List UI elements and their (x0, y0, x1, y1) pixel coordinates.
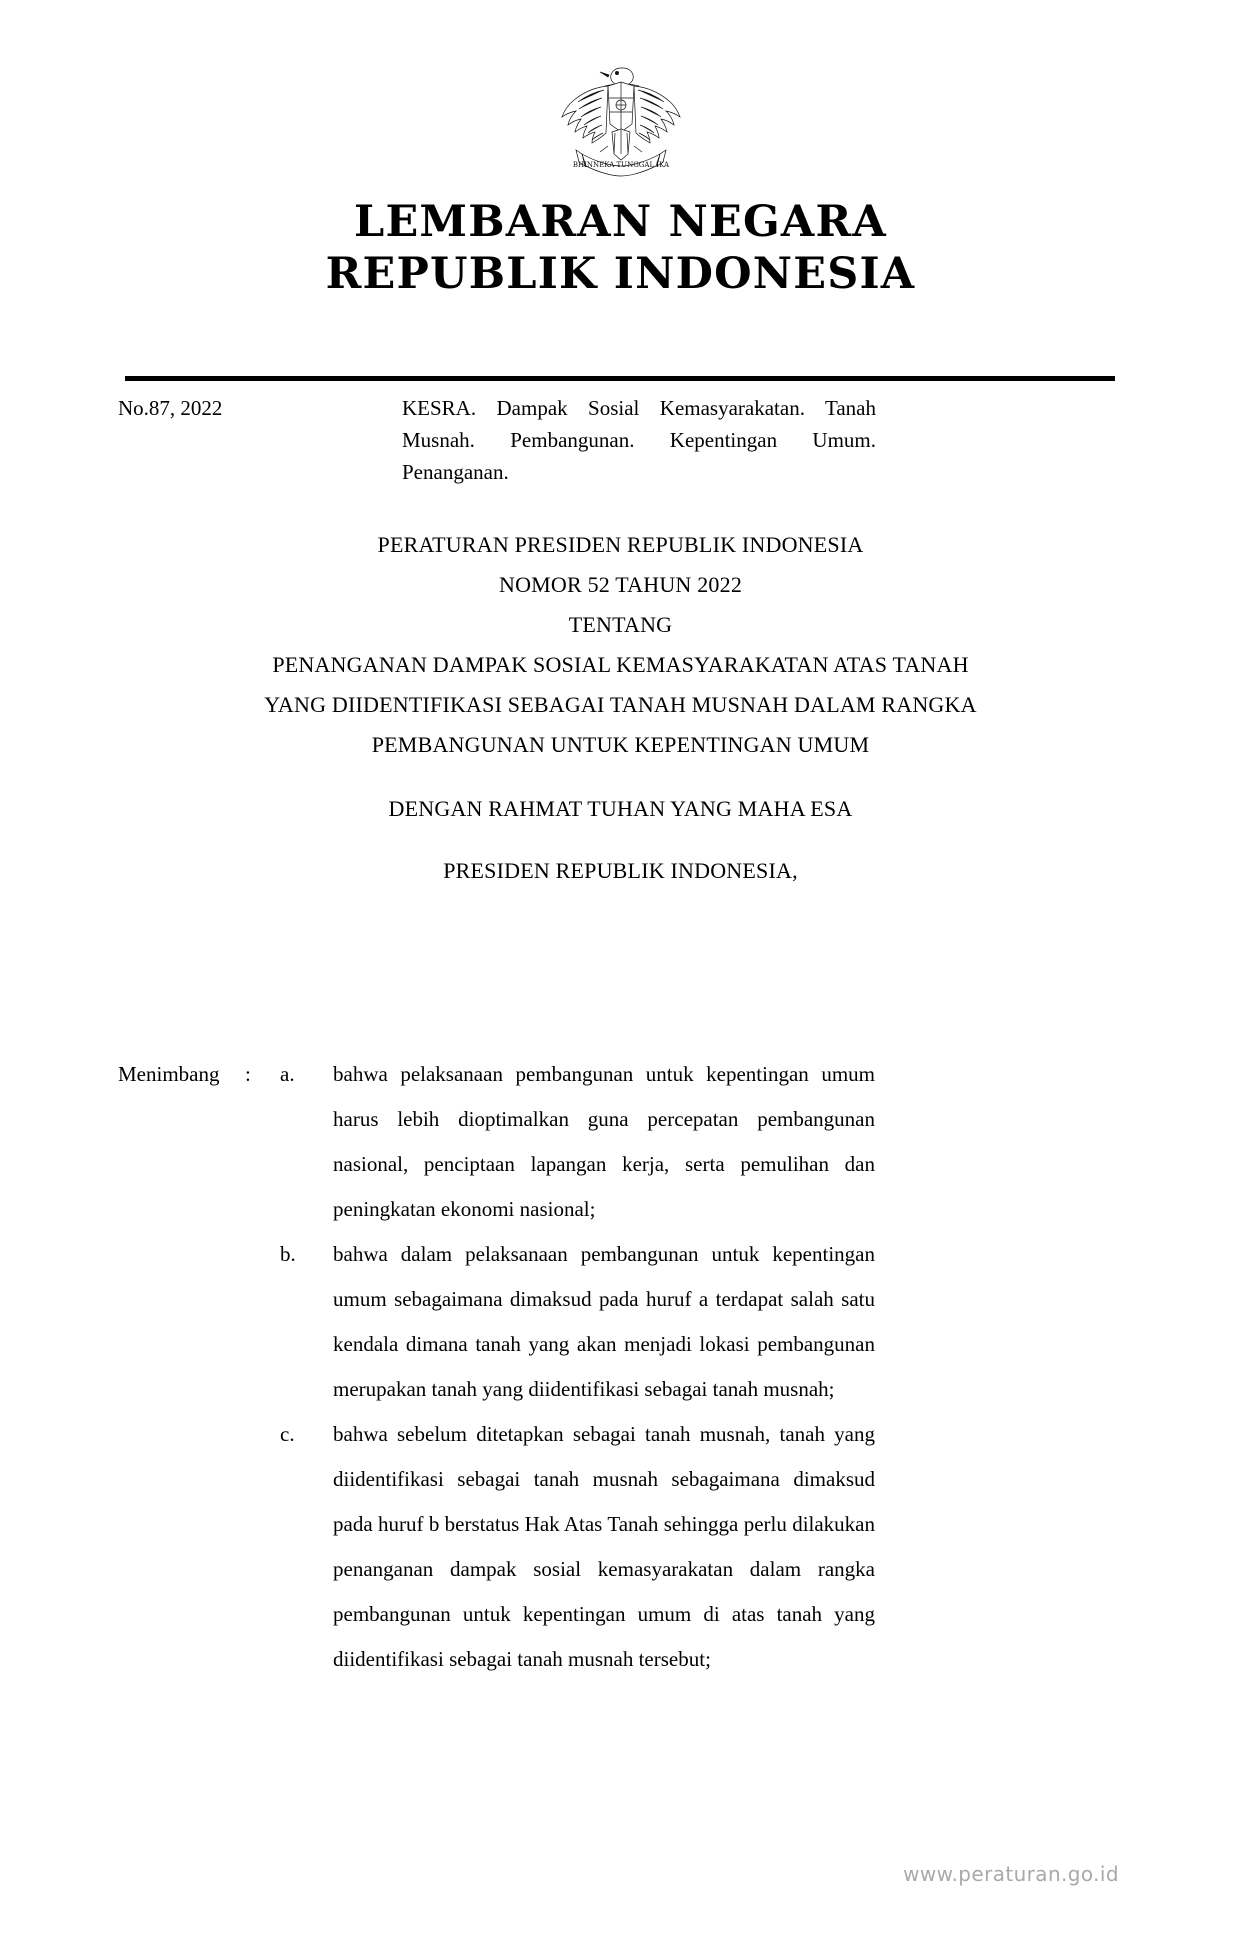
title-spacer-2 (0, 829, 1241, 851)
source-watermark: www.peraturan.go.id (903, 1862, 1119, 1886)
item-marker-a: a. (280, 1062, 295, 1086)
title-line-2: NOMOR 52 TAHUN 2022 (498, 572, 743, 597)
subject-keywords: KESRA. Dampak Sosial Kemasyarakatan. Tanah Musnah. Pembangunan. Kepentingan Umum. Penanganan. (402, 396, 876, 484)
header-divider-rule (125, 376, 1115, 381)
signatory-line: PRESIDEN REPUBLIK INDONESIA, (443, 858, 798, 883)
gazette-number: No.87, 2022 (118, 396, 223, 420)
masthead-line-1: LEMBARAN NEGARA (354, 197, 887, 247)
regulation-title-block (0, 525, 1241, 891)
item-marker-b: b. (280, 1242, 296, 1266)
blessing-line: DENGAN RAHMAT TUHAN YANG MAHA ESA (388, 796, 853, 821)
consideration-item-b (118, 1232, 1123, 1412)
title-line-6: PEMBANGUNAN UNTUK KEPENTINGAN UMUM (371, 732, 870, 757)
emblem-container (0, 62, 1241, 195)
garuda-pancasila-emblem (546, 62, 696, 190)
title-line-1: PERATURAN PRESIDEN REPUBLIK INDONESIA (377, 532, 864, 557)
item-text-c: bahwa sebelum ditetapkan sebagai tanah musnah, tanah yang diidentifikasi sebagai tanah musnah sebagaimana dimaksud pada huruf b berstatus Hak Atas Tanah sehingga perlu dilakukan penanganan dampak sosial kemasyarakatan dalam rangka pembangunan untuk kepentingan umum di atas tanah yang diidentifikasi sebagai tanah musnah tersebut; (333, 1422, 875, 1671)
title-line-5: YANG DIIDENTIFIKASI SEBAGAI TANAH MUSNAH DALAM RANGKA (264, 692, 977, 717)
consideration-item-a (118, 1052, 1123, 1232)
svg-text:BHINNEKA TUNGGAL IKA: BHINNEKA TUNGGAL IKA (572, 161, 669, 169)
item-marker-c: c. (280, 1422, 295, 1446)
considerations-label: Menimbang (118, 1062, 220, 1086)
consideration-item-c (118, 1412, 1123, 1682)
item-text-b: bahwa dalam pelaksanaan pembangunan untuk kepentingan umum sebagaimana dimaksud pada huruf a terdapat salah satu kendala dimana tanah yang akan menjadi lokasi pembangunan merupakan tanah yang diidentifikasi sebagai tanah musnah; (333, 1242, 875, 1401)
masthead-line-2: REPUBLIK INDONESIA (325, 249, 916, 300)
title-line-3: TENTANG (568, 612, 673, 637)
title-line-4: PENANGANAN DAMPAK SOSIAL KEMASYARAKATAN ATAS TANAH (272, 652, 969, 677)
considerations-colon: : (245, 1062, 251, 1086)
item-text-a: bahwa pelaksanaan pembangunan untuk kepentingan umum harus lebih dioptimalkan guna percepatan pembangunan nasional, penciptaan lapangan kerja, serta pemulihan dan peningkatan ekonomi nasional; (333, 1062, 875, 1221)
title-spacer-1 (0, 765, 1241, 789)
considerations-section (118, 1052, 1123, 1682)
masthead (0, 196, 1241, 301)
